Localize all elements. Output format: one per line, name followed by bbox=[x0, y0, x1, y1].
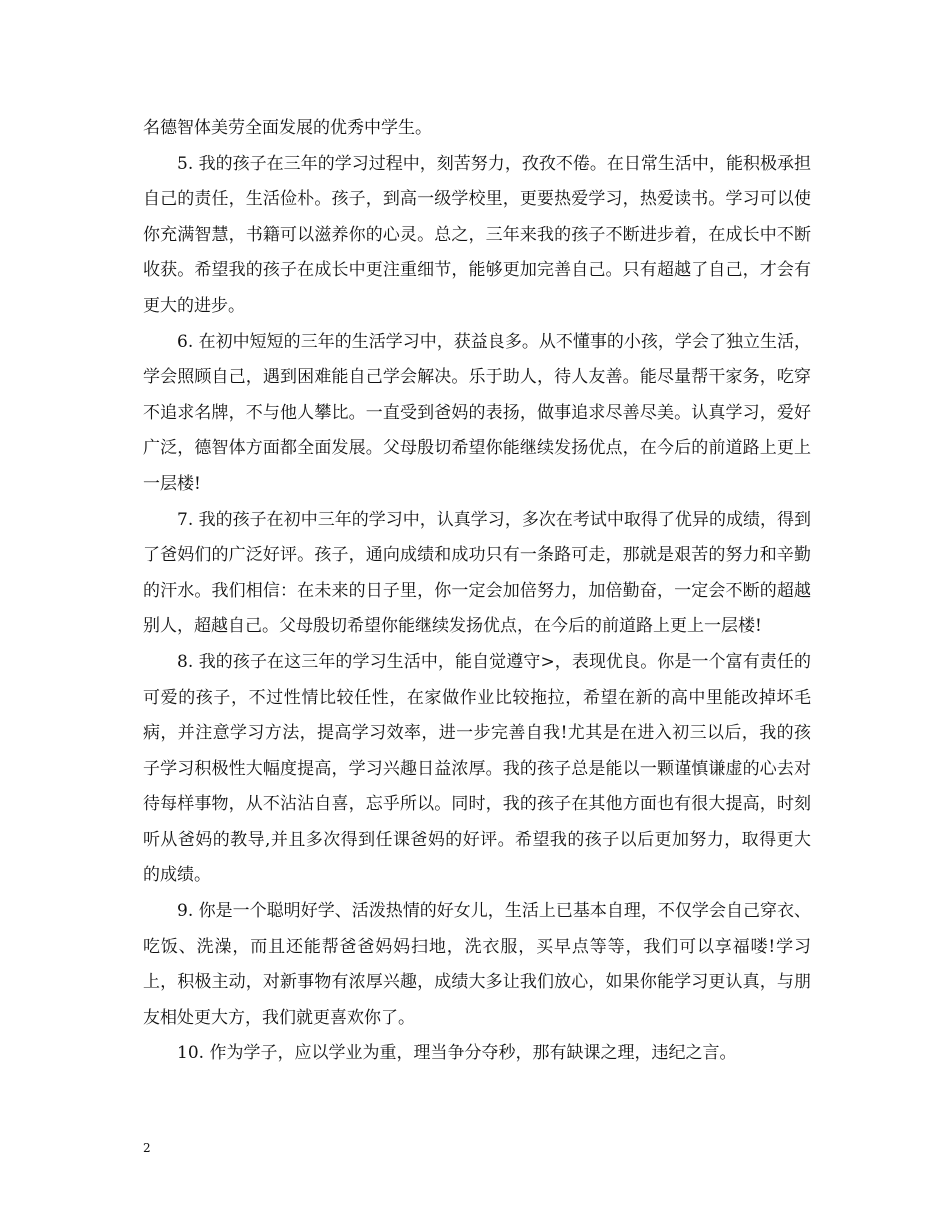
lead-text: 名德智体美劳全面发展的优秀中学生。 bbox=[143, 118, 432, 138]
paragraph-7: 7. 我的孩子在初中三年的学习中，认真学习，多次在考试中取得了优异的成绩，得到了爸妈们的广泛好评。孩子，通向成绩和成功只有一条路可走，那就是艰苦的努力和辛勤的汗水。我们相信：在未来的日子里，你一定会加倍努力，加倍勤奋，一定会不断的超越别人，超越自己。父母殷切希望你能继续发扬优点，在今后的前道路上更上一层楼! bbox=[143, 509, 811, 637]
paragraph-9: 9. 你是一个聪明好学、活泼热情的好女儿，生活上已基本自理，不仅学会自己穿衣、吃饭、洗澡，而且还能帮爸爸妈妈扫地，洗衣服，买早点等等，我们可以享福喽!学习上，积极主动，对新事物有浓厚兴趣，成绩大多让我们放心，如果你能学习更认真，与朋友相处更大方，我们就更喜欢你了。 bbox=[143, 901, 811, 1028]
paragraph-5: 5. 我的孩子在三年的学习过程中，刻苦努力，孜孜不倦。在日常生活中，能积极承担自己的责任，生活俭朴。孩子，到高一级学校里，更要热爱学习，热爱读书。学习可以使你充满智慧，书籍可以滋养你的心灵。总之，三年来我的孩子不断进步着，在成长中不断收获。希望我的孩子在成长中更注重细节，能够更加完善自己。只有超越了自己，才会有更大的进步。 bbox=[143, 153, 811, 316]
paragraph-10: 10. 作为学子，应以学业为重，理当争分夺秒，那有缺课之理，违纪之言。 bbox=[177, 1043, 737, 1064]
page-number: 2 bbox=[143, 1141, 151, 1155]
paragraph-6: 6. 在初中短短的三年的生活学习中，获益良多。从不懂事的小孩，学会了独立生活，学会照顾自己，遇到困难能自己学会解决。乐于助人，待人友善。能尽量帮干家务，吃穿不追求名牌，不与他人攀比。一直受到爸妈的表扬，做事追求尽善尽美。认真学习，爱好广泛，德智体方面都全面发展。父母殷切希望你能继续发扬优点，在今后的前道路上更上一层楼! bbox=[143, 331, 811, 494]
page-body bbox=[143, 111, 811, 1072]
paragraph-8: 8. 我的孩子在这三年的学习生活中，能自觉遵守>，表现优良。你是一个富有责任的可爱的孩子，不过性情比较任性，在家做作业比较拖拉，希望在新的高中里能改掉坏毛病，并注意学习方法，提高学习效率，进一步完善自我!尤其是在进入初三以后，我的孩子学习积极性大幅度提高，学习兴趣日益浓厚。我的孩子总是能以一颗谨慎谦虚的心去对待每样事物，从不沾沾自喜，忘乎所以。同时，我的孩子在其他方面也有很大提高，时刻听从爸妈的教导,并且多次得到任课爸妈的好评。希望我的孩子以后更加努力，取得更大的成绩。 bbox=[143, 651, 811, 886]
